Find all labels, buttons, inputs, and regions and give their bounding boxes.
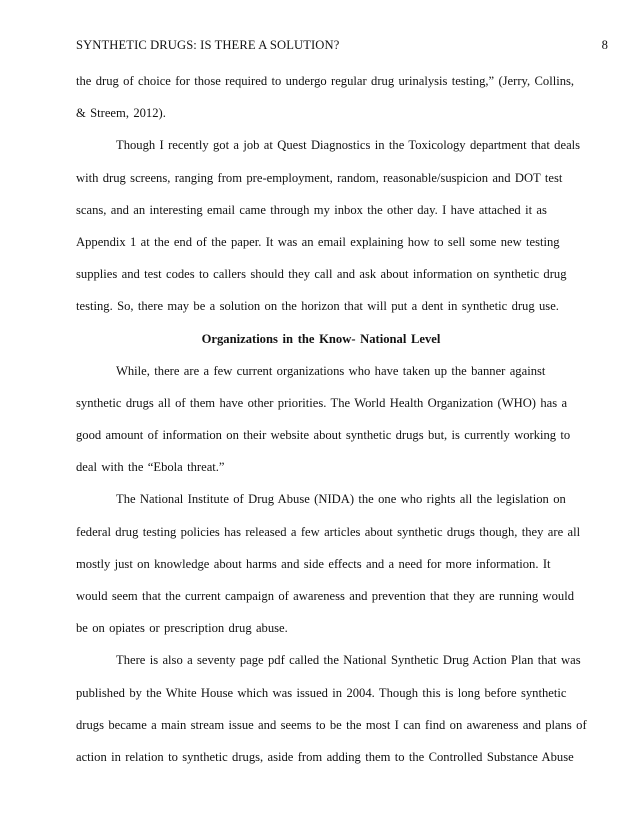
text-line: would seem that the current campaign of awareness and prevention that they are running would [76,589,575,603]
section-heading: Organizations in the Know- National Level [201,331,441,346]
text-line: & Streem, 2012). [76,106,166,121]
text-line: deal with the “Ebola threat.” [76,460,225,475]
text-line: supplies and test codes to callers should they call and ask about information on synthetic drug [76,267,567,282]
text-line: good amount of information on their website about synthetic drugs but, is currently working to [76,428,571,443]
text-line: federal drug testing policies has released a few articles about synthetic drugs though, they are all [76,524,581,539]
text-line: While, there are a few current organizations who have taken up the banner against [116,363,546,378]
text-line: There is also a seventy page pdf called the National Synthetic Drug Action Plan that was [116,653,581,668]
document-body [76,65,587,773]
text-line: Appendix 1 at the end of the paper. It was an email explaining how to sell some new testing [76,234,560,249]
running-head: SYNTHETIC DRUGS: IS THERE A SOLUTION? [76,38,340,52]
text-line: published by the White House which was issued in 2004. Though this is long before synthetic [76,685,567,700]
text-line: The National Institute of Drug Abuse (NIDA) the one who rights all the legislation on [116,492,566,507]
text-line: drugs became a main stream issue and seems to be the most I can find on awareness and plans of [76,717,587,732]
text-line: mostly just on knowledge about harms and side effects and a need for more information. It [76,556,551,571]
page-number: 8 [601,38,608,52]
page-header [76,38,608,56]
text-line: testing. So, there may be a solution on the horizon that will put a dent in synthetic drug use. [76,299,559,314]
text-line: the drug of choice for those required to undergo regular drug urinalysis testing,” (Jerry, Collins, [76,74,575,88]
text-line: scans, and an interesting email came through my inbox the other day. I have attached it as [76,202,547,217]
text-line: be on opiates or prescription drug abuse. [76,621,288,636]
text-line: synthetic drugs all of them have other priorities. The World Health Organization (WHO) has a [76,395,568,410]
text-line: Though I recently got a job at Quest Diagnostics in the Toxicology department that deals [116,138,581,153]
text-line: with drug screens, ranging from pre-employment, random, reasonable/suspicion and DOT test [76,170,563,185]
text-line: action in relation to synthetic drugs, aside from adding them to the Controlled Substance Abuse [76,749,574,764]
